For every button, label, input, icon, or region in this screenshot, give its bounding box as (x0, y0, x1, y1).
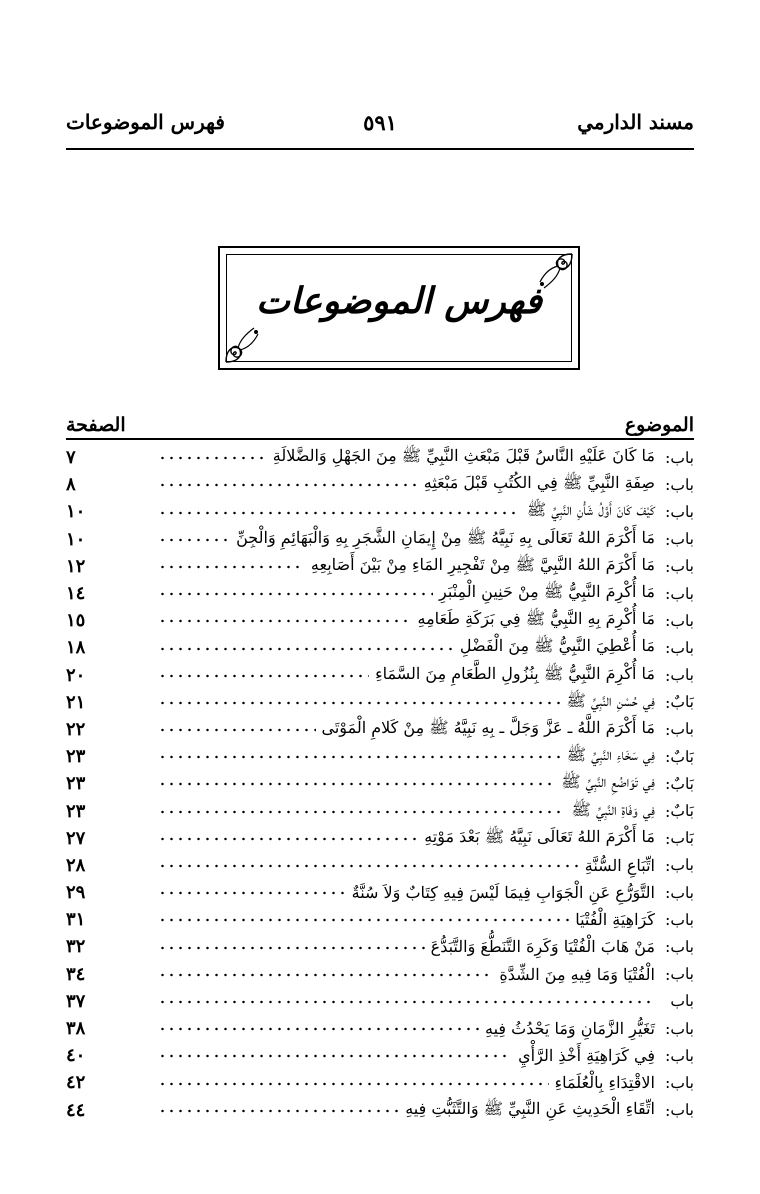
entry-keyword: باب (670, 448, 694, 467)
toc-entry (66, 607, 694, 634)
entry-topic: فِي كَرَاهِيَةِ أَخْذِ الرَّأْيِ (518, 1046, 655, 1066)
toc-entry (66, 906, 694, 933)
title-frame (218, 246, 580, 370)
entry-page: ١٨ (66, 637, 86, 659)
dot-leader (158, 779, 555, 789)
dot-leader (158, 1051, 512, 1061)
dot-leader (158, 535, 230, 545)
entry-colon: : (664, 937, 671, 957)
toc-entry (66, 716, 694, 743)
entry-topic: تَغَيُّرِ الزَّمَانِ وَمَا يَحْدُثُ فِيهِ (484, 1019, 655, 1039)
entry-keyword: باب (670, 1101, 694, 1120)
entry-colon: : (664, 665, 671, 685)
entry-keyword: باب (670, 910, 694, 929)
entry-colon: : (664, 801, 671, 821)
entry-topic: كَرَاهِيَةِ الْفُتْيَا (575, 910, 655, 930)
corner-ornament-icon (224, 324, 264, 364)
entry-keyword: باب (670, 502, 694, 521)
entry-page: ٤٢ (66, 1072, 86, 1094)
dot-leader (158, 807, 566, 817)
book-title: مسند الدارمي (577, 110, 694, 134)
entry-colon: : (664, 719, 671, 739)
dot-leader (158, 834, 418, 844)
entry-keyword: باب (670, 666, 694, 685)
entry-keyword: باب (670, 720, 694, 739)
entry-colon: : (664, 774, 671, 794)
entry-colon: : (664, 964, 671, 984)
toc-entry (66, 743, 694, 770)
entry-colon: : (664, 855, 671, 875)
entry-colon: : (664, 611, 671, 631)
entry-page: ٢١ (66, 691, 86, 713)
entry-colon: : (664, 1100, 671, 1120)
toc-entry (66, 1015, 694, 1042)
entry-colon: : (664, 475, 671, 495)
entry-page: ١٢ (66, 555, 86, 577)
toc-entry (66, 933, 694, 960)
dot-leader (158, 1079, 549, 1089)
toc-entry (66, 852, 694, 879)
entry-keyword: باب (670, 557, 694, 576)
toc-entry (66, 1097, 694, 1124)
entry-colon: : (664, 747, 671, 767)
entry-page: ٢٧ (66, 827, 86, 849)
entry-topic: الْفُتْيَا وَمَا فِيهِ مِنَ الشِّدَّةِ (499, 964, 655, 984)
entry-topic: مَا أُكْرِمَ بِهِ النَّبِيُّ ﷺ فِي بَرَكَةِ طَعَامِهِ (417, 609, 655, 629)
entry-topic: مَنْ هَابَ الْفُتْيَا وَكَرِهَ التَّنَطُّعَ وَالتَّبَدُّعَ (430, 937, 655, 957)
entry-page: ٢٣ (66, 800, 86, 822)
entry-page: ٣٨ (66, 1018, 86, 1040)
dot-leader (158, 616, 412, 626)
entry-colon: : (664, 638, 671, 658)
entry-topic: اتِّبَاعِ السُّنَّةِ (584, 855, 655, 875)
entry-keyword: باب (670, 965, 694, 984)
entry-colon: : (664, 692, 671, 712)
entry-colon: : (664, 529, 671, 549)
entry-page: ٣٤ (66, 963, 86, 985)
entry-keyword: باب (670, 937, 694, 956)
section-title: فهرس الموضوعات (66, 110, 225, 134)
dot-leader (158, 480, 418, 490)
entry-page: ٢٨ (66, 854, 86, 876)
entry-page: ٢٠ (66, 664, 86, 686)
entry-colon: : (664, 584, 671, 604)
dot-leader (158, 453, 267, 463)
toc-list (66, 444, 694, 1124)
entry-topic: مَا أُكْرِمَ النَّبِيُّ ﷺ بِنُزُولِ الطَّعَامِ مِنَ السَّمَاءِ (375, 663, 655, 683)
dot-leader (158, 698, 560, 708)
entry-topic: مَا أَكْرَمَ اللهُ تَعَالَى بِهِ نَبِيَّهُ ﷺ مِنْ إِيمَانِ الشَّجَرِ بِهِ وَالْبَهَائِمِ وَالْجِنِّ (236, 527, 655, 547)
page-number: ٥٩١ (363, 109, 397, 135)
toc-column-headers (66, 406, 694, 440)
entry-topic: مَا أَكْرَمَ اللهُ تَعَالَى نَبِيَّهُ ﷺ بَعْدَ مَوْتِهِ (424, 826, 655, 846)
entry-topic: صِفَةِ النَّبِيِّ ﷺ فِي الكُتُبِ قَبْلَ مَبْعَثِهِ (423, 473, 655, 493)
running-header (66, 104, 694, 140)
entry-topic: التَّوَرُّعِ عَنِ الْجَوَابِ فِيمَا لَيْسَ فِيهِ كِتَابٌ وَلاَ سُنَّةٌ (351, 883, 655, 903)
entry-page: ٤٠ (66, 1045, 86, 1067)
entry-colon: : (664, 448, 671, 468)
entry-keyword: باب (670, 992, 694, 1011)
entry-topic: فِي تَوَاضُعِ النَّبِيِّ ﷺ (561, 772, 655, 792)
dot-leader (158, 861, 579, 871)
toc-entry (66, 553, 694, 580)
entry-colon: : (664, 502, 671, 522)
entry-keyword: بَابٌ (670, 774, 694, 793)
dot-leader (158, 943, 425, 953)
toc-entry (66, 662, 694, 689)
toc-entry (66, 498, 694, 525)
entry-topic: كَيْفَ كَانَ أَوَّلُ شَأْنِ النَّبِيِّ ﷺ (526, 500, 655, 520)
entry-keyword: باب (670, 883, 694, 902)
entry-keyword: باب (670, 475, 694, 494)
entry-page: ٣١ (66, 909, 86, 931)
toc-entry (66, 825, 694, 852)
entry-page: ٢٣ (66, 746, 86, 768)
entry-topic: الاقْتِدَاءِ بِالْعُلَمَاءِ (554, 1073, 655, 1093)
dot-leader (158, 508, 521, 518)
entry-page: ١٤ (66, 583, 86, 605)
entry-keyword: باب (670, 530, 694, 549)
dot-leader (158, 725, 316, 735)
entry-page: ٨ (66, 474, 76, 496)
entry-keyword: باب (670, 584, 694, 603)
toc-entry (66, 634, 694, 661)
index-title: فهرس الموضوعات (255, 280, 543, 322)
entry-page: ٣٢ (66, 936, 86, 958)
toc-entry (66, 797, 694, 824)
page-column-header: الصفحة (66, 414, 126, 436)
entry-keyword: باب (670, 1046, 694, 1065)
entry-keyword: بَابٌ (670, 747, 694, 766)
entry-colon: : (664, 1019, 671, 1039)
entry-topic: فِي حُسْنِ النَّبِيِّ ﷺ (566, 690, 655, 710)
topic-column-header: الموضوع (624, 414, 694, 436)
toc-entry (66, 444, 694, 471)
toc-entry (66, 689, 694, 716)
toc-entry (66, 1042, 694, 1069)
entry-colon: : (664, 910, 671, 930)
dot-leader (158, 888, 346, 898)
entry-topic: مَا كَانَ عَلَيْهِ النَّاسُ قَبْلَ مَبْعَثِ النَّبِيِّ ﷺ مِنَ الجَهْلِ وَالضَّلالَةِ (272, 446, 655, 466)
entry-keyword: باب (670, 611, 694, 630)
entry-keyword: بَابٌ (670, 693, 694, 712)
entry-keyword: بَابٌ (670, 802, 694, 821)
entry-page: ٢٢ (66, 718, 86, 740)
entry-colon: : (664, 828, 671, 848)
entry-colon: : (664, 556, 671, 576)
entry-colon: : (664, 1046, 671, 1066)
dot-leader (158, 970, 493, 980)
dot-leader (158, 915, 569, 925)
entry-keyword: باب (670, 856, 694, 875)
entry-page: ٤٤ (66, 1099, 86, 1121)
dot-leader (158, 1106, 399, 1116)
dot-leader (158, 997, 654, 1007)
entry-page: ٣٧ (66, 990, 86, 1012)
entry-page: ١٠ (66, 501, 86, 523)
dot-leader (158, 589, 433, 599)
toc-entry (66, 770, 694, 797)
header-rule (66, 148, 694, 150)
entry-keyword: باب (670, 1019, 694, 1038)
dot-leader (158, 671, 369, 681)
entry-colon: : (664, 1073, 671, 1093)
entry-topic: مَا أُعْطِيَ النَّبِيُّ ﷺ مِنَ الْفَضْلِ (459, 636, 655, 656)
entry-topic: مَا أَكْرَمَ اللهُ النَّبِيَّ ﷺ مِنْ تَفْجِيرِ المَاءِ مِنْ بَيْنَ أَصَابِعِهِ (310, 554, 655, 574)
entry-page: ١٠ (66, 528, 86, 550)
entry-topic: فِي سَخَاءِ النَّبِيِّ ﷺ (566, 745, 655, 765)
dot-leader (158, 562, 305, 572)
entry-page: ١٥ (66, 610, 86, 632)
toc-entry (66, 580, 694, 607)
entry-topic: فِي وَفَاةِ النَّبِيِّ ﷺ (571, 799, 655, 819)
entry-keyword: بَاب (670, 829, 694, 848)
toc-entry (66, 526, 694, 553)
entry-topic: اتِّقَاءِ الْحَدِيثِ عَنِ النَّبِيِّ ﷺ وَالتَّثَبُّتِ فِيهِ (405, 1098, 655, 1118)
dot-leader (158, 644, 454, 654)
toc-entry (66, 471, 694, 498)
entry-colon: : (664, 883, 671, 903)
toc-entry (66, 1069, 694, 1096)
entry-topic: مَا أُكْرِمَ النَّبِيُّ ﷺ مِنْ حَنِينِ الْمِنْبَرِ (439, 582, 655, 602)
entry-page: ٢٩ (66, 882, 86, 904)
entry-topic: مَا أَكْرَمَ اللَّهُ ـ عَزَّ وَجَلَّ ـ بِهِ نَبِيَّهُ ﷺ مِنْ كَلامِ الْمَوْتَى (321, 717, 655, 737)
dot-leader (158, 1024, 479, 1034)
toc-entry (66, 879, 694, 906)
toc-entry (66, 988, 694, 1015)
entry-keyword: باب (670, 638, 694, 657)
toc-entry (66, 961, 694, 988)
entry-page: ٧ (66, 447, 76, 469)
dot-leader (158, 752, 561, 762)
entry-keyword: باب (670, 1073, 694, 1092)
entry-page: ٢٣ (66, 773, 86, 795)
